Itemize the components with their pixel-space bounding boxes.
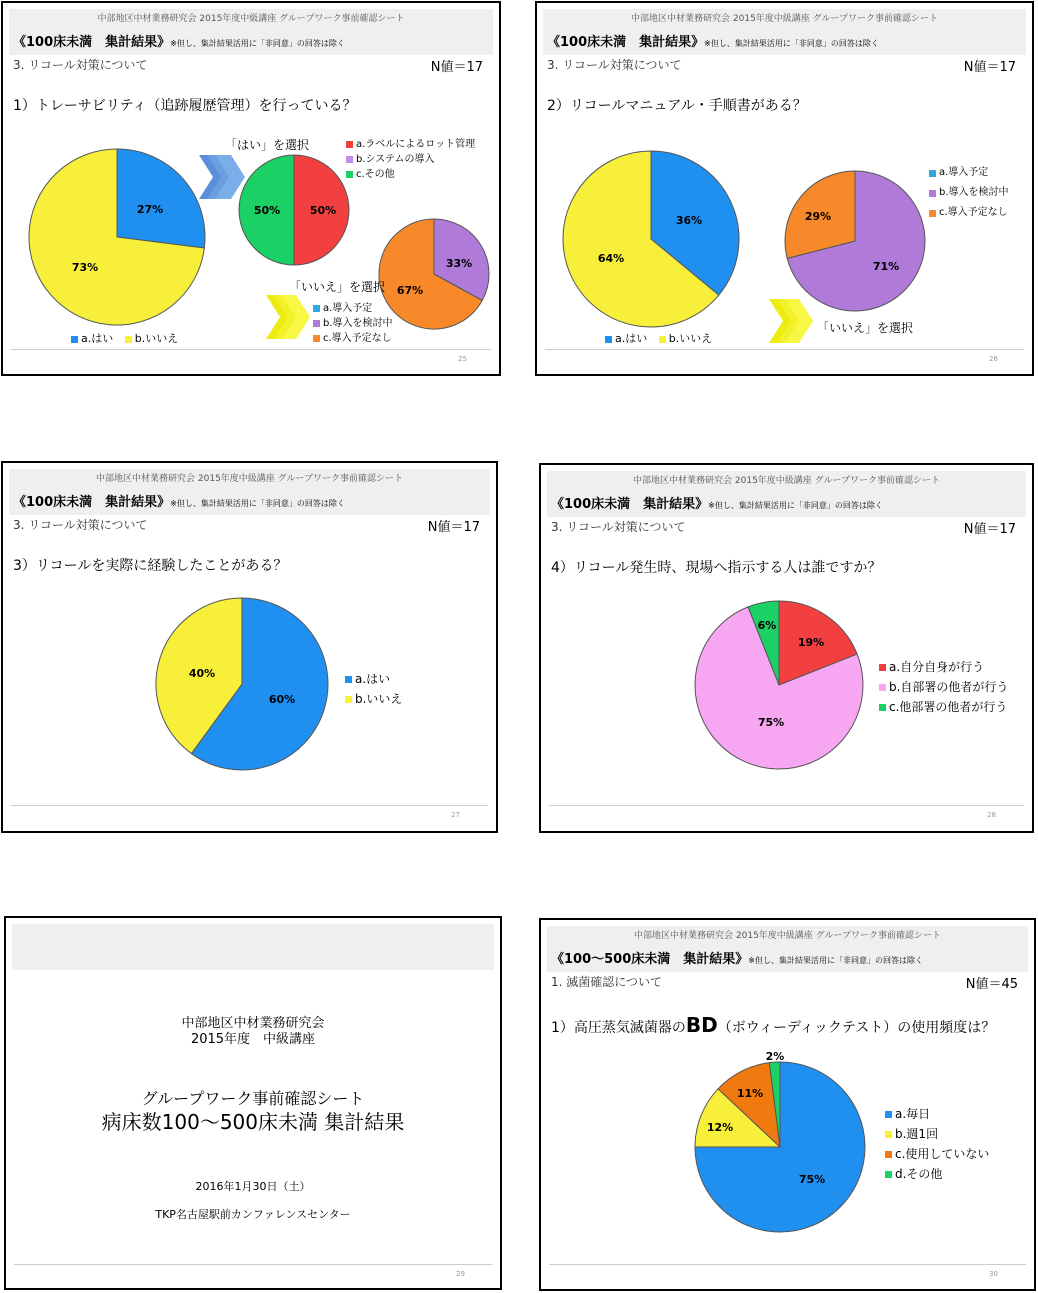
- legend-swatch: [929, 190, 936, 197]
- section-label: 3. リコール対策について: [547, 58, 682, 72]
- data-label: 6%: [757, 619, 777, 632]
- legend-label: d.その他: [895, 1167, 943, 1181]
- legend-swatch: [605, 336, 612, 343]
- n-value: N値＝17: [963, 522, 1016, 537]
- legend-swatch: [885, 1131, 892, 1138]
- pie-chart-s25-no: [379, 219, 489, 329]
- question: 3）リコールを実際に経験したことがある？: [13, 558, 288, 574]
- slide-title: [13, 491, 345, 510]
- data-label: 36%: [675, 214, 703, 227]
- question: 1）トレーサビリティ（追跡履歴管理）を行っている？: [13, 98, 357, 114]
- legend-label: b.導入を検討中: [323, 318, 393, 329]
- slide-25: [1, 1, 501, 376]
- title-note: ※但し、集計結果活用に「非同意」の回答は除く: [748, 956, 923, 965]
- header-top: 中部地区中材業務研究会 2015年度中級講座 グループワーク事前確認シート: [634, 931, 941, 941]
- data-label: 29%: [804, 210, 832, 223]
- n-value: N値＝17: [963, 60, 1016, 75]
- legend-item: [885, 1104, 989, 1124]
- data-label: 40%: [188, 667, 216, 680]
- n-value: N値＝17: [430, 60, 483, 75]
- title-text: 《100床未満 集計結果》: [547, 35, 705, 50]
- slide-28: [539, 463, 1034, 833]
- legend-label: b.週1回: [895, 1127, 939, 1141]
- page-number: 30: [989, 1270, 998, 1278]
- title-note: ※但し、集計結果活用に「非同意」の回答は除く: [704, 39, 879, 48]
- title-text: 《100床未満 集計結果》: [551, 497, 709, 512]
- page-number: 25: [458, 355, 467, 363]
- legend: [879, 657, 1008, 717]
- legend: [71, 331, 186, 348]
- legend-swatch: [885, 1151, 892, 1158]
- legend-item: [879, 697, 1008, 717]
- section-label: 3. リコール対策について: [13, 58, 148, 72]
- question: 2）リコールマニュアル・手順書がある？: [547, 98, 807, 114]
- legend-label: a.はい: [615, 332, 648, 345]
- data-label: 75%: [798, 1173, 826, 1186]
- legend-swatch: [71, 336, 78, 343]
- legend-label: b.自部署の他者が行う: [889, 680, 1009, 694]
- legend: [345, 669, 402, 709]
- n-value: N値＝17: [427, 520, 480, 535]
- legend-label: c.導入予定なし: [939, 207, 1008, 218]
- slide-title: [551, 493, 883, 512]
- legend-label: a.はい: [81, 332, 114, 345]
- pie-chart-s25-yes: [239, 155, 349, 265]
- chevron-arrows-icon: [266, 295, 310, 339]
- legend-item: [885, 1124, 989, 1144]
- cover-subtitle: グループワーク事前確認シート: [141, 1089, 365, 1108]
- data-label: 11%: [736, 1087, 764, 1100]
- data-label: 64%: [597, 252, 625, 265]
- header-top: 中部地区中材業務研究会 2015年度中級講座 グループワーク事前確認シート: [631, 14, 938, 24]
- title-note: ※但し、集計結果活用に「非同意」の回答は除く: [170, 499, 345, 508]
- legend-item: [885, 1144, 989, 1164]
- legend-label: a.導入予定: [939, 167, 989, 178]
- title-text: 《100床未満 集計結果》: [13, 495, 171, 510]
- legend-label: b.いいえ: [668, 332, 713, 345]
- legend-item: [345, 669, 402, 689]
- section-label: 1. 滅菌確認について: [551, 975, 663, 989]
- no-selected-label: 「いいえ」を選択: [289, 280, 386, 294]
- footer-rule: [549, 1264, 1026, 1265]
- org-name: 中部地区中材業務研究会: [181, 1016, 325, 1031]
- pie-chart-s30-main: [695, 1050, 865, 1232]
- legend-swatch: [879, 684, 886, 691]
- legend-label: b.いいえ: [134, 332, 179, 345]
- legend-swatch: [313, 335, 320, 342]
- header-top: 中部地区中材業務研究会 2015年度中級講座 グループワーク事前確認シート: [96, 474, 403, 484]
- legend-label: a.ラベルによるロット管理: [356, 139, 476, 150]
- legend-item: [885, 1164, 989, 1184]
- legend-swatch: [879, 704, 886, 711]
- slide-27: [1, 461, 498, 833]
- yes-selected-label: 「はい」を選択: [225, 138, 310, 152]
- legend-item: [313, 331, 393, 346]
- footer-rule: [11, 349, 491, 350]
- legend-item: [659, 331, 712, 347]
- section-label: 3. リコール対策について: [13, 518, 148, 532]
- legend-swatch: [879, 664, 886, 671]
- data-label: 73%: [71, 261, 99, 274]
- pie-chart-s28-main: [695, 601, 863, 769]
- page-number: 28: [987, 811, 996, 819]
- legend-label: c.その他: [356, 169, 395, 180]
- pie-chart-s27-main: [156, 598, 328, 770]
- title-note: ※但し、集計結果活用に「非同意」の回答は除く: [170, 39, 345, 48]
- legend-item: [879, 657, 1008, 677]
- page-number: 27: [451, 811, 460, 819]
- legend-item: [879, 677, 1008, 697]
- legend-item: [346, 152, 475, 167]
- question-part: 1）高圧蒸気滅菌器の: [551, 1020, 686, 1036]
- footer-rule: [11, 805, 488, 806]
- slide-header: [547, 471, 1026, 517]
- chevron-arrows-icon: [769, 299, 813, 343]
- header-top: 中部地区中材業務研究会 2015年度中級講座 グループワーク事前確認シート: [97, 14, 405, 24]
- question: 4）リコール発生時、現場へ指示する人は誰ですか？: [551, 560, 882, 576]
- legend-swatch: [346, 141, 353, 148]
- legend-label: a.導入予定: [323, 303, 373, 314]
- data-label: 19%: [797, 636, 825, 649]
- legend-swatch: [313, 320, 320, 327]
- legend-swatch: [885, 1171, 892, 1178]
- slide-header: [9, 469, 490, 515]
- legend: [929, 163, 1009, 223]
- legend-item: [346, 137, 475, 152]
- slide-title: [13, 31, 345, 50]
- no-selected-label: 「いいえ」を選択: [817, 321, 914, 335]
- footer-rule: [549, 805, 1024, 806]
- slide-30: [539, 918, 1036, 1291]
- legend-swatch: [346, 156, 353, 163]
- data-label: 50%: [253, 204, 281, 217]
- event-venue: TKP名古屋駅前カンファレンスセンター: [155, 1208, 351, 1221]
- header-top: 中部地区中材業務研究会 2015年度中級講座 グループワーク事前確認シート: [633, 476, 940, 486]
- slide-title: [547, 31, 879, 50]
- slide-header: [543, 9, 1026, 55]
- pie-chart-s26-no: [785, 171, 925, 311]
- n-value: N値＝45: [965, 977, 1018, 992]
- slide-header: [547, 926, 1028, 972]
- data-label: 2%: [765, 1050, 785, 1063]
- pie-chart-s26-main: [563, 151, 739, 327]
- slide-26: [535, 1, 1034, 376]
- pie-slice: [117, 149, 205, 248]
- legend-swatch: [659, 336, 666, 343]
- course-name: 2015年度 中級講座: [190, 1032, 316, 1047]
- cover-title: 病床数100～500床未満 集計結果: [101, 1110, 405, 1134]
- slide-title: [551, 948, 923, 967]
- data-label: 60%: [268, 693, 296, 706]
- legend: [313, 301, 393, 346]
- footer-rule: [14, 1264, 492, 1265]
- legend-item: [929, 183, 1009, 203]
- legend-label: a.自分自身が行う: [889, 660, 985, 674]
- title-note: ※但し、集計結果活用に「非同意」の回答は除く: [708, 501, 883, 510]
- legend-label: b.導入を検討中: [939, 187, 1009, 198]
- footer-rule: [545, 349, 1024, 350]
- legend-label: c.導入予定なし: [323, 333, 392, 344]
- legend-swatch: [125, 336, 132, 343]
- slide-29: [4, 916, 502, 1290]
- event-date: 2016年1月30日（土）: [195, 1180, 311, 1193]
- legend: [885, 1104, 989, 1184]
- section-label: 3. リコール対策について: [551, 520, 686, 534]
- legend: [605, 331, 720, 348]
- pie-chart-s25-main: [29, 149, 205, 325]
- page-number: 29: [456, 1270, 465, 1278]
- legend-item: [605, 331, 647, 347]
- question-part: （ボウィーディックテスト）の使用頻度は？: [717, 1020, 996, 1036]
- data-label: 67%: [396, 284, 424, 297]
- data-label: 71%: [872, 260, 900, 273]
- legend-label: b.システムの導入: [356, 154, 435, 165]
- legend-swatch: [929, 170, 936, 177]
- legend-swatch: [346, 171, 353, 178]
- slide-header: [9, 9, 493, 55]
- legend: [346, 137, 475, 182]
- legend-label: a.はい: [355, 672, 391, 686]
- data-label: 33%: [445, 257, 473, 270]
- legend-swatch: [345, 676, 352, 683]
- legend-item: [125, 331, 178, 347]
- legend-swatch: [313, 305, 320, 312]
- title-text: 《100床未満 集計結果》: [13, 35, 171, 50]
- legend-item: [346, 167, 475, 182]
- question-bd: BD: [685, 1013, 718, 1037]
- title-text: 《100～500床未満 集計結果》: [551, 952, 749, 967]
- legend-item: [929, 203, 1009, 223]
- legend-swatch: [345, 696, 352, 703]
- page-number: 26: [989, 355, 998, 363]
- legend-swatch: [929, 210, 936, 217]
- legend-swatch: [885, 1111, 892, 1118]
- legend-item: [71, 331, 113, 347]
- legend-label: c.使用していない: [895, 1147, 990, 1161]
- legend-label: a.毎日: [895, 1107, 931, 1121]
- data-label: 75%: [757, 716, 785, 729]
- legend-label: b.いいえ: [355, 692, 403, 706]
- legend-item: [313, 316, 393, 331]
- data-label: 27%: [136, 203, 164, 216]
- legend-item: [345, 689, 402, 709]
- data-label: 50%: [309, 204, 337, 217]
- legend-label: c.他部署の他者が行う: [889, 700, 1008, 714]
- legend-item: [929, 163, 1009, 183]
- legend-item: [313, 301, 393, 316]
- question: [551, 1013, 995, 1037]
- data-label: 12%: [706, 1121, 734, 1134]
- slide-header: [12, 924, 494, 970]
